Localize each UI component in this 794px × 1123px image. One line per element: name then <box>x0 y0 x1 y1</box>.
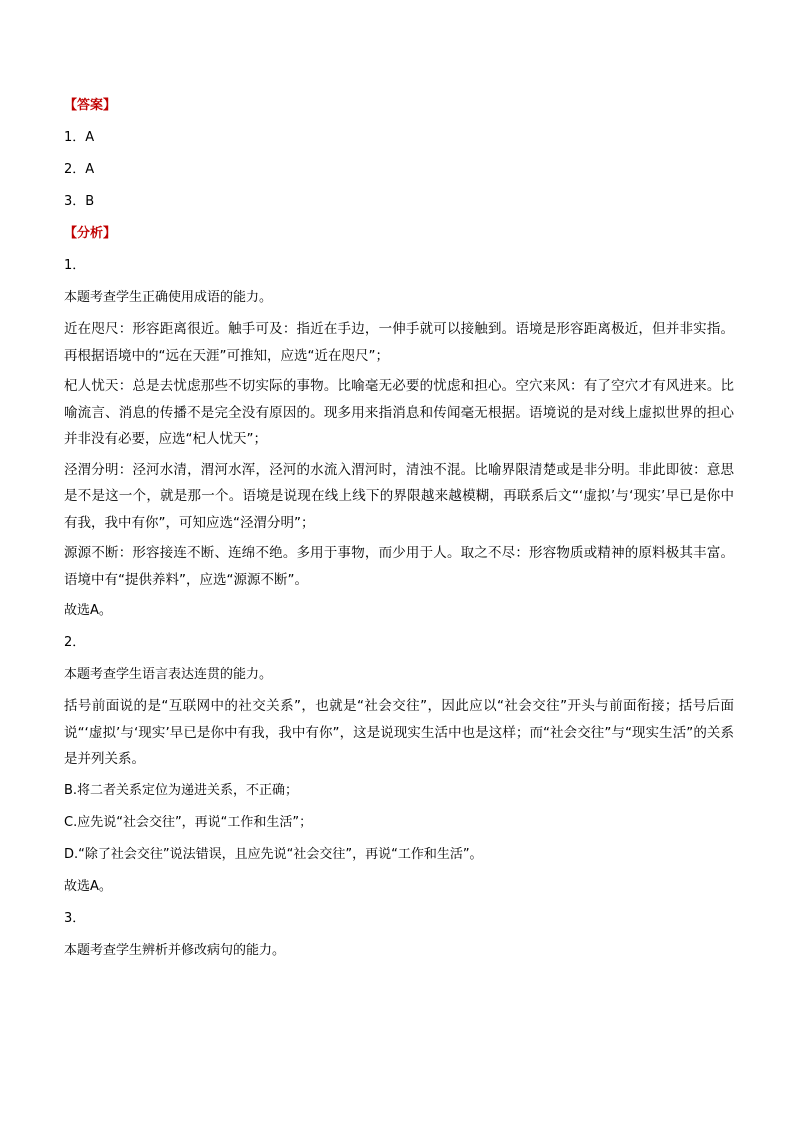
q1-paragraph-1: 近在咫尺：形容距离很近。触手可及：指近在手边，一伸手就可以接触到。语境是形容距离极近，但并非实指。再根据语境中的“远在天涯”可推知，应选“近在咫尺”； <box>64 321 734 364</box>
q2-number: 2． <box>64 635 86 650</box>
answer-item-3: 3．B <box>64 194 95 209</box>
answer-item-2: 2．A <box>64 162 95 177</box>
q1-number: 1． <box>64 258 86 273</box>
q2-option-c: C.应先说“社会交往”，再说“工作和生活”； <box>64 814 313 830</box>
analysis-heading: 【分析】 <box>64 226 117 241</box>
q1-conclusion: 故选A。 <box>64 603 112 618</box>
q2-option-d: D.“除了社会交往”说法错误，且应先说“社会交往”，再说“工作和生活”。 <box>64 846 483 862</box>
q1-paragraph-4: 源源不断：形容接连不断、连绵不绝。多用于事物，而少用于人。取之不尽：形容物质或精神的原料极其丰富。语境中有“提供养料”，应选“源源不断”。 <box>64 545 734 588</box>
q1-paragraph-2: 杞人忧天：总是去忧虑那些不切实际的事物。比喻毫无必要的忧虑和担心。空穴来风：有了空穴才有风进来。比喻流言、消息的传播不是完全没有原因的。现多用来指消息和传闻毫无根据。语境说的是对线上虚拟世界的担心并非没有必要，应选“杞人忧天”； <box>64 378 734 447</box>
q2-paragraph-1: 括号前面说的是“互联网中的社交关系”，也就是“社会交往”，因此应以“社会交往”开头与前面衔接；括号后面说“‘虚拟’与‘现实’早已是你中有我，我中有你”，这是说现实生活中也是这样；而“社会交往”与“现实生活”的关系是并列关系。 <box>64 698 734 767</box>
q2-conclusion: 故选A。 <box>64 878 112 894</box>
q1-paragraph-3: 泾渭分明：泾河水清，渭河水浑，泾河的水流入渭河时，清浊不混。比喻界限清楚或是非分明。非此即彼：意思是不是这一个，就是那一个。语境是说现在线上线下的界限越来越模糊，再联系后文“‘虚拟’与‘现实’早已是你中有我，我中有你”，可知应选“泾渭分明”； <box>64 461 734 531</box>
document-content <box>64 98 734 975</box>
answer-heading: 【答案】 <box>64 98 117 113</box>
q3-number: 3． <box>64 910 86 926</box>
answer-item-1: 1．A <box>64 130 95 145</box>
q2-option-b: B.将二者关系定位为递进关系，不正确； <box>64 782 299 798</box>
q1-intro: 本题考查学生正确使用成语的能力。 <box>64 290 273 305</box>
q2-intro: 本题考查学生语言表达连贯的能力。 <box>64 667 273 682</box>
q3-intro: 本题考查学生辨析并修改病句的能力。 <box>64 942 286 958</box>
